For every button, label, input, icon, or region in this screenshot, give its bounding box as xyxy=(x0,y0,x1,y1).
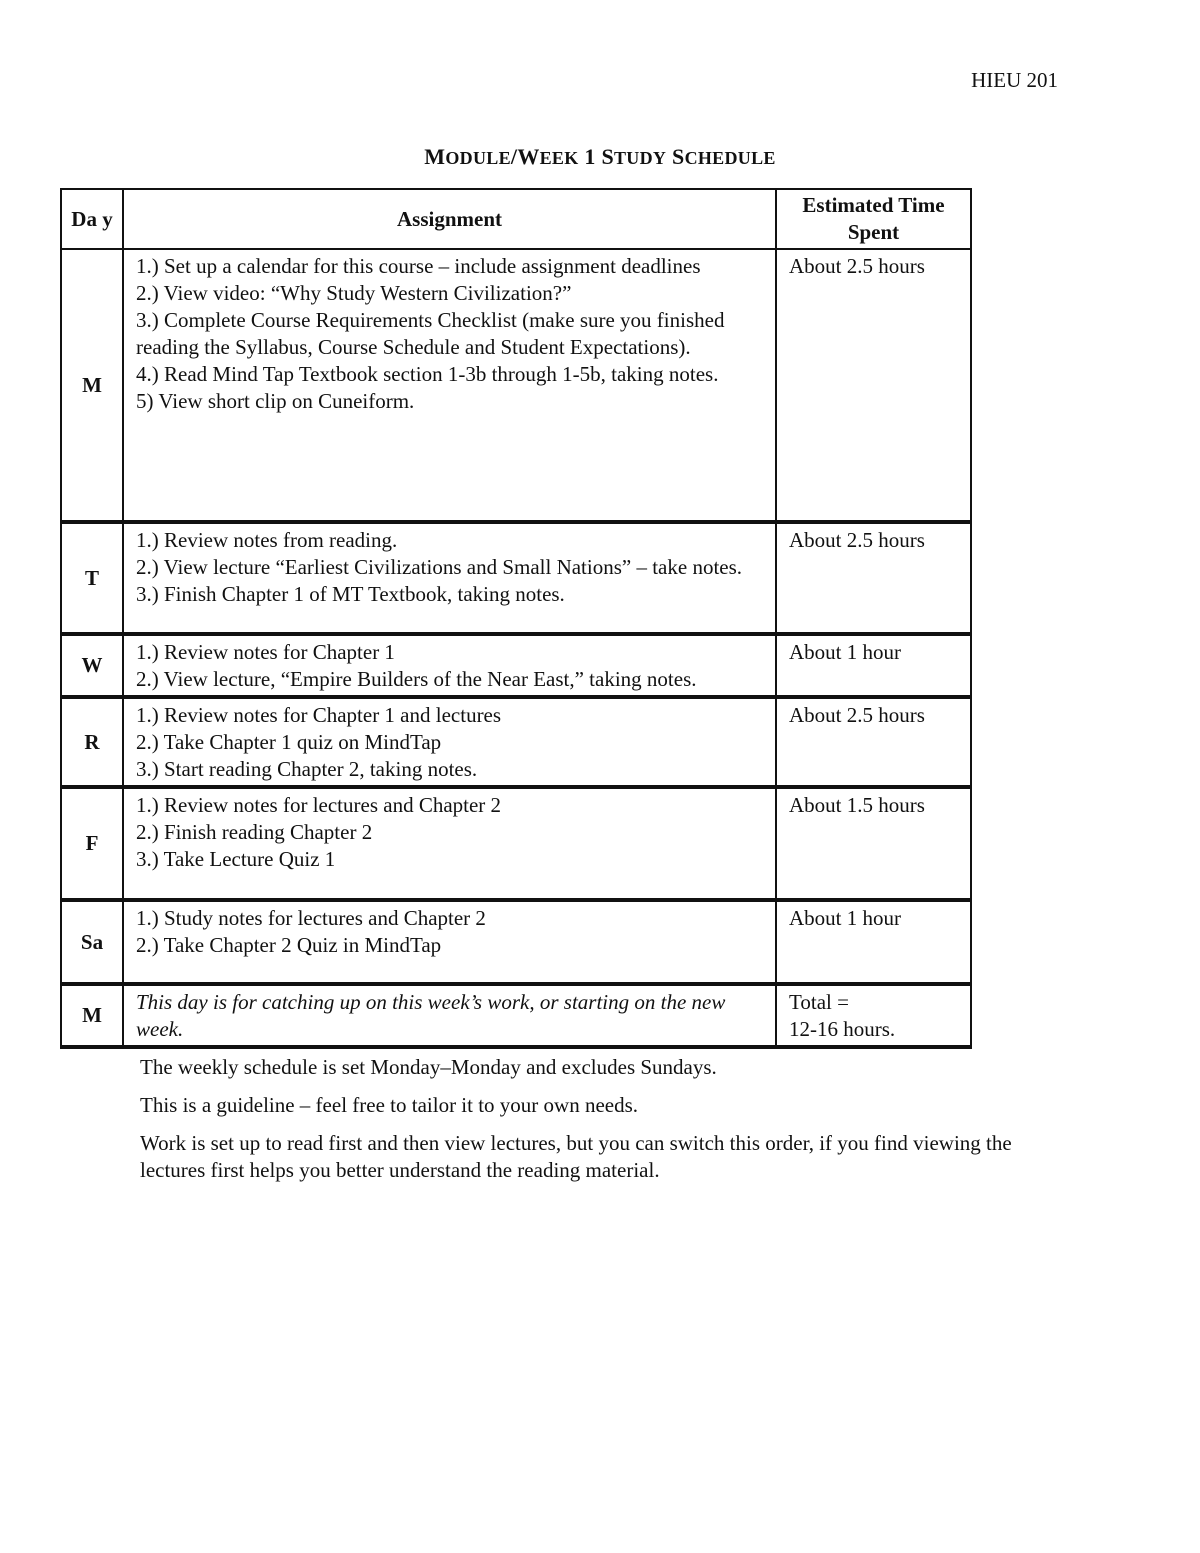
study-schedule-table xyxy=(60,188,972,1049)
day-cell: M xyxy=(61,249,123,522)
task-item: 4.) Read Mind Tap Textbook section 1-3b through 1-5b, taking notes. xyxy=(136,362,719,386)
assignment-cell xyxy=(123,900,776,984)
task-item: 2.) Take Chapter 1 quiz on MindTap xyxy=(136,730,442,754)
day-cell: F xyxy=(61,787,123,900)
table-row xyxy=(61,634,971,697)
assignment-cell xyxy=(123,249,776,522)
task-item: 5) View short clip on Cuneiform. xyxy=(136,389,415,413)
time-cell: About 1 hour xyxy=(776,634,971,697)
time-cell: About 2.5 hours xyxy=(776,697,971,787)
table-row xyxy=(61,522,971,634)
task-item: 1.) Review notes for Chapter 1 and lectures xyxy=(136,703,502,727)
header-estimated-time: Estimated Time Spent xyxy=(776,189,971,249)
note-paragraph: The weekly schedule is set Monday–Monday and excludes Sundays. xyxy=(140,1055,717,1079)
page-title: MODULE/WEEK 1 STUDY SCHEDULE xyxy=(424,144,776,169)
task-item: 3.) Finish Chapter 1 of MT Textbook, taking notes. xyxy=(136,582,565,606)
task-item: 2.) View lecture “Earliest Civilizations and Small Nations” – take notes. xyxy=(136,555,743,579)
task-item: 1.) Review notes for lectures and Chapter 2 xyxy=(136,793,502,817)
task-item: 2.) View video: “Why Study Western Civilization?” xyxy=(136,281,572,305)
table-row xyxy=(61,984,971,1047)
task-item: 2.) Finish reading Chapter 2 xyxy=(136,820,373,844)
table-row xyxy=(61,249,971,522)
day-cell: Sa xyxy=(61,900,123,984)
time-cell: About 2.5 hours xyxy=(776,522,971,634)
assignment-cell xyxy=(123,522,776,634)
header-day: Da y xyxy=(61,189,123,249)
task-item: 1.) Set up a calendar for this course – include assignment deadlines xyxy=(136,254,701,278)
task-item: 3.) Complete Course Requirements Checklist (make sure you finished reading the Syllabus, Course Schedule and Student Expectations). xyxy=(136,308,725,359)
header-assignment: Assignment xyxy=(123,189,776,249)
task-item: 3.) Start reading Chapter 2, taking notes. xyxy=(136,757,478,781)
assignment-cell xyxy=(123,634,776,697)
day-cell: M xyxy=(61,984,123,1047)
task-item: 1.) Review notes for Chapter 1 xyxy=(136,640,395,664)
task-item: 2.) Take Chapter 2 Quiz in MindTap xyxy=(136,933,442,957)
schedule-notes xyxy=(140,1054,1020,1195)
table-row xyxy=(61,787,971,900)
day-cell: W xyxy=(61,634,123,697)
time-cell: About 2.5 hours xyxy=(776,249,971,522)
time-cell xyxy=(776,984,971,1047)
table-row xyxy=(61,900,971,984)
assignment-cell xyxy=(123,787,776,900)
course-code: HIEU 201 xyxy=(971,68,1058,92)
assignment-cell xyxy=(123,697,776,787)
note-paragraph: Work is set up to read first and then view lectures, but you can switch this order, if you find viewing the lectures first helps you better understand the reading material. xyxy=(140,1131,1012,1182)
day-cell: R xyxy=(61,697,123,787)
note-paragraph: This is a guideline – feel free to tailor it to your own needs. xyxy=(140,1093,639,1117)
task-item: 1.) Review notes from reading. xyxy=(136,528,398,552)
catch-up-note: This day is for catching up on this week’s work, or starting on the new week. xyxy=(123,984,776,1047)
total-label: Total = xyxy=(789,990,849,1014)
task-item: 1.) Study notes for lectures and Chapter 2 xyxy=(136,906,486,930)
task-item: 2.) View lecture, “Empire Builders of the Near East,” taking notes. xyxy=(136,667,697,691)
total-value: 12-16 hours. xyxy=(789,1017,896,1041)
table-row xyxy=(61,697,971,787)
time-cell: About 1 hour xyxy=(776,900,971,984)
day-cell: T xyxy=(61,522,123,634)
time-cell: About 1.5 hours xyxy=(776,787,971,900)
task-item: 3.) Take Lecture Quiz 1 xyxy=(136,847,336,871)
table-header-row xyxy=(61,189,971,249)
